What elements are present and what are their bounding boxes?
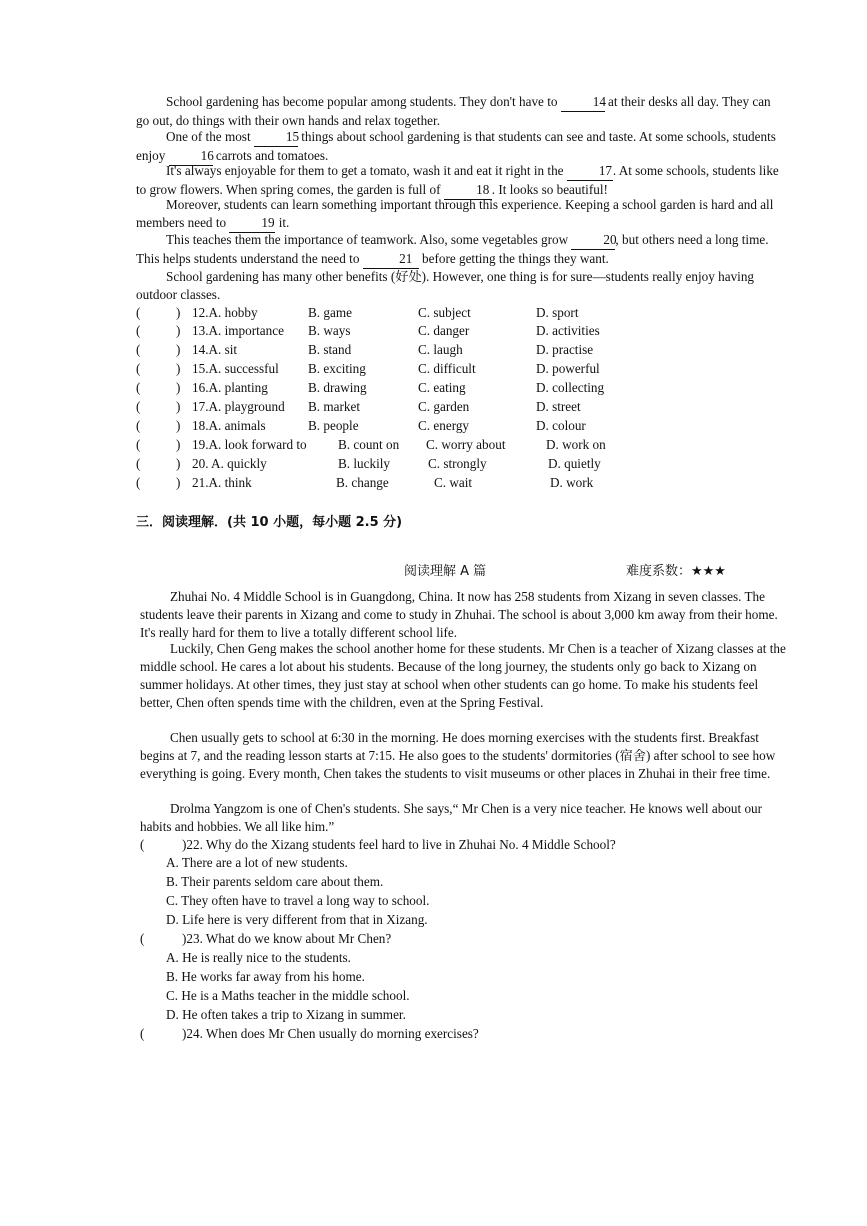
option-c: C. wait	[434, 475, 473, 490]
question-stem: )22. Why do the Xizang students feel hard to live in Zhuhai No. 4 Middle School?	[182, 837, 616, 852]
answer-paren-open[interactable]: (	[136, 380, 141, 395]
option-a: 15.A. successful	[192, 361, 279, 376]
answer-paren-open[interactable]: (	[140, 1026, 145, 1041]
cloze-text: Moreover, students can learn something important through this experience. Keeping a school garden is hard and all members need to	[136, 197, 774, 230]
cloze-text: , but others need a long time. This helps students understand the need to	[136, 232, 769, 266]
cloze-question-14	[136, 341, 796, 360]
option-c: C. difficult	[418, 361, 476, 376]
answer-paren-open[interactable]: (	[136, 323, 141, 338]
answer-paren-open[interactable]: (	[136, 475, 141, 490]
option-b: B. market	[308, 399, 361, 414]
blank-15: 15	[254, 128, 298, 147]
option-b: B. stand	[308, 342, 352, 357]
passage-title: 阅读理解 A 篇	[404, 564, 487, 579]
option-d: D. work	[550, 475, 594, 490]
cloze-question-13	[136, 322, 796, 341]
cloze-text: carrots and tomatoes.	[212, 148, 329, 163]
option-c: C. danger	[418, 323, 470, 338]
difficulty-rating: 难度系数：★★★	[626, 564, 726, 579]
answer-paren-close: )	[176, 418, 181, 433]
cloze-paragraph-4	[136, 196, 781, 233]
cloze-paragraph-2	[136, 128, 781, 166]
option-d: D. activities	[536, 323, 600, 338]
answer-paren-open[interactable]: (	[140, 931, 145, 946]
question-22-option-d: D. Life here is very different from that in Xizang.	[166, 912, 428, 927]
option-d: D. practise	[536, 342, 594, 357]
answer-paren-close: )	[176, 475, 181, 490]
blank-21: 21	[363, 250, 419, 269]
option-a: 16.A. planting	[192, 380, 268, 395]
blank-16: 16	[169, 147, 213, 166]
cloze-question-17	[136, 398, 796, 417]
option-c: C. strongly	[428, 456, 487, 471]
option-d: D. powerful	[536, 361, 600, 376]
cloze-question-12	[136, 304, 796, 323]
answer-paren-open[interactable]: (	[136, 342, 141, 357]
cloze-question-19	[136, 436, 796, 455]
answer-paren-close: )	[176, 437, 181, 452]
cloze-text: before getting the things they want.	[418, 251, 609, 266]
answer-paren-open[interactable]: (	[136, 305, 141, 320]
cloze-text: things about school gardening is that students can see and taste. At some schools, students enjoy	[136, 129, 776, 163]
cloze-text: . It looks so beautiful!	[491, 182, 608, 197]
option-a: 21.A. think	[192, 475, 252, 490]
blank-14: 14	[561, 93, 605, 112]
question-23-option-c: C. He is a Maths teacher in the middle school.	[166, 988, 410, 1003]
cloze-text: This teaches them the importance of teamwork. Also, some vegetables grow	[166, 232, 572, 247]
option-d: D. quietly	[548, 456, 601, 471]
cloze-question-18	[136, 417, 796, 436]
option-a: 18.A. animals	[192, 418, 266, 433]
option-b: B. change	[336, 475, 389, 490]
blank-19: 19	[229, 214, 275, 233]
option-b: B. people	[308, 418, 359, 433]
answer-paren-open[interactable]: (	[136, 437, 141, 452]
answer-paren-open[interactable]: (	[136, 418, 141, 433]
answer-paren-close: )	[176, 399, 181, 414]
answer-paren-close: )	[176, 361, 181, 376]
option-a: 17.A. playground	[192, 399, 285, 414]
answer-paren-close: )	[176, 305, 181, 320]
answer-paren-open[interactable]: (	[136, 361, 141, 376]
option-a: 14.A. sit	[192, 342, 238, 357]
reading-paragraph-4: Drolma Yangzom is one of Chen's students. She says,“ Mr Chen is a very nice teacher. He knows well about our habits and hobbies. We all like him.”	[140, 801, 763, 834]
question-stem: )24. When does Mr Chen usually do morning exercises?	[182, 1026, 479, 1041]
cloze-paragraph-5	[136, 231, 781, 269]
answer-paren-open[interactable]: (	[136, 456, 141, 471]
cloze-paragraph-6	[136, 268, 781, 304]
cloze-text: . At some schools, students like to grow flowers. When spring comes, the garden is full of	[136, 163, 779, 197]
answer-paren-close: )	[176, 380, 181, 395]
option-c: C. garden	[418, 399, 470, 414]
question-22-option-b: B. Their parents seldom care about them.	[166, 874, 384, 889]
option-d: D. sport	[536, 305, 579, 320]
question-23-option-d: D. He often takes a trip to Xizang in summer.	[166, 1007, 406, 1022]
option-c: C. subject	[418, 305, 471, 320]
question-stem: )23. What do we know about Mr Chen?	[182, 931, 392, 946]
question-23-option-a: A. He is really nice to the students.	[166, 950, 351, 965]
answer-paren-close: )	[176, 323, 181, 338]
option-b: B. count on	[338, 437, 400, 452]
option-a: 13.A. importance	[192, 323, 284, 338]
answer-paren-close: )	[176, 342, 181, 357]
cloze-text: School gardening has become popular among students. They don't have to	[166, 94, 561, 109]
option-b: B. game	[308, 305, 352, 320]
reading-paragraph-3: Chen usually gets to school at 6:30 in the morning. He does morning exercises with the students first. Breakfast begins at 7, and the reading lesson starts at 7:15. He also goes to the students' dormitories (宿舍) after school to see how everything is going. Every month, Chen takes the students to visit museums or other places in Zhuhai in their free time.	[140, 730, 776, 781]
option-c: C. eating	[418, 380, 466, 395]
reading-paragraph-1: Zhuhai No. 4 Middle School is in Guangdong, China. It now has 258 students from Xizang in seven classes. The students leave their parents in Xizang and come to study in Zhuhai. The school is about 3,000 km away from their home. It's really hard for them to live a totally different school life.	[140, 589, 778, 640]
answer-paren-open[interactable]: (	[136, 399, 141, 414]
option-a: 19.A. look forward to	[192, 437, 307, 452]
cloze-question-20	[136, 455, 796, 474]
option-b: B. luckily	[338, 456, 391, 471]
blank-18: 18	[444, 181, 492, 200]
cloze-text: at their desks all day. They can go out, do things with their own hands and relax together.	[136, 94, 771, 128]
cloze-text: One of the most	[166, 129, 254, 144]
question-22-option-c: C. They often have to travel a long way to school.	[166, 893, 430, 908]
question-23-option-b: B. He works far away from his home.	[166, 969, 365, 984]
reading-paragraph-2: Luckily, Chen Geng makes the school another home for these students. Mr Chen is a teacher of Xizang classes at the middle school. He cares a lot about his students. Because of the long journey, the students only go back to Xizang on summer holidays. At other times, they just stay at school when other students can go home. To make his students feel better, Chen often spends time with the children, even at the Spring Festival.	[140, 641, 786, 710]
option-a: 12.A. hobby	[192, 305, 258, 320]
answer-paren-open[interactable]: (	[140, 837, 145, 852]
question-22-option-a: A. There are a lot of new students.	[166, 855, 348, 870]
cloze-text: School gardening has many other benefits (好处). However, one thing is for sure—students really enjoy having outdoor classes.	[136, 269, 755, 302]
option-c: C. worry about	[426, 437, 506, 452]
option-d: D. work on	[546, 437, 606, 452]
answer-paren-close: )	[176, 456, 181, 471]
cloze-paragraph-1	[136, 93, 781, 130]
option-b: B. exciting	[308, 361, 366, 376]
option-c: C. laugh	[418, 342, 463, 357]
option-c: C. energy	[418, 418, 470, 433]
cloze-text: it.	[275, 215, 290, 230]
cloze-question-21	[136, 474, 796, 493]
option-d: D. collecting	[536, 380, 605, 395]
cloze-text: It's always enjoyable for them to get a tomato, wash it and eat it right in the	[166, 163, 567, 178]
blank-20: 20	[571, 231, 615, 250]
option-b: B. drawing	[308, 380, 367, 395]
option-d: D. street	[536, 399, 581, 414]
blank-17: 17	[567, 162, 613, 181]
option-d: D. colour	[536, 418, 586, 433]
option-b: B. ways	[308, 323, 351, 338]
cloze-paragraph-3	[136, 162, 781, 200]
option-a: 20. A. quickly	[192, 456, 267, 471]
cloze-question-16	[136, 379, 796, 398]
section-heading: 三．阅读理解．(共 10 小题，每小题 2.5 分)	[136, 515, 403, 530]
cloze-question-15	[136, 360, 796, 379]
